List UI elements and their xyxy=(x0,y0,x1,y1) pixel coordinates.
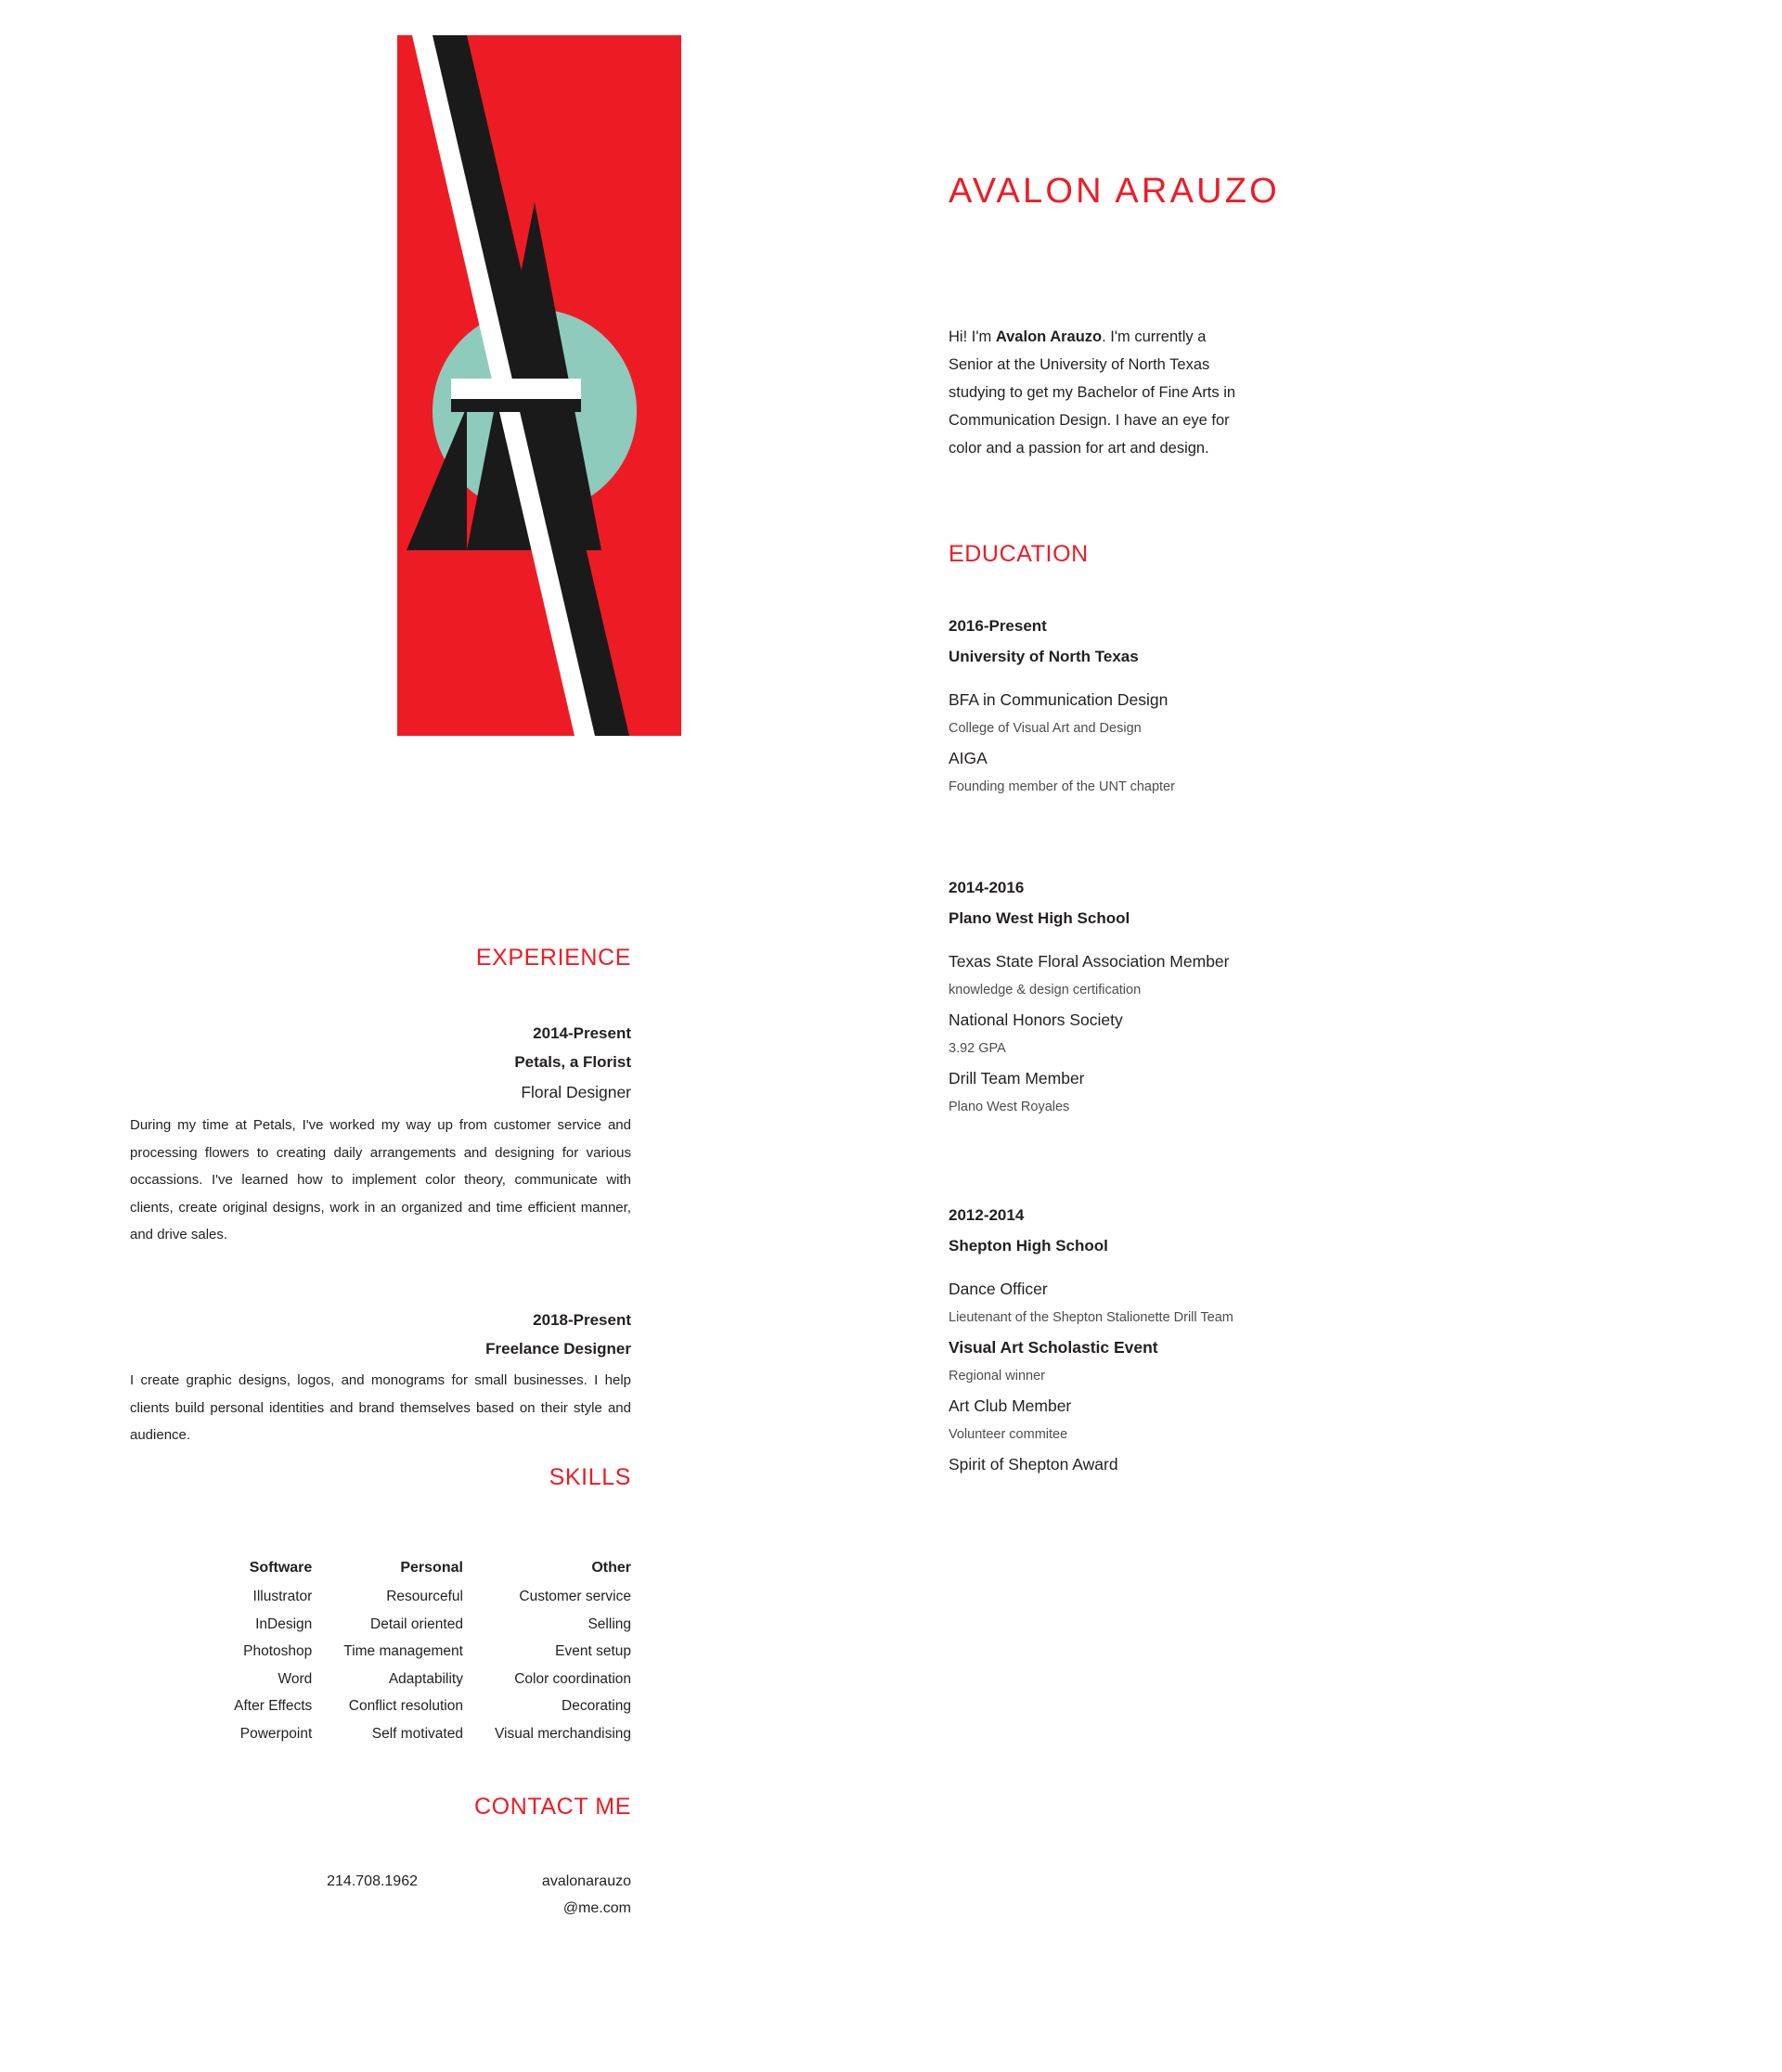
skill-item: Time management xyxy=(343,1643,463,1659)
intro-after: . I'm currently a Senior at the University of North Texas studying to get my Bachelor of Fine Arts in Communication Design. I have an eye for color and a passion for art and design. xyxy=(949,328,1236,457)
skill-item: InDesign xyxy=(255,1615,313,1632)
education-item-main: AIGA xyxy=(949,749,988,767)
intro-name: Avalon Arauzo xyxy=(995,328,1103,345)
contact-email[interactable] xyxy=(520,1868,631,1922)
skill-item: Color coordination xyxy=(514,1670,631,1687)
section-heading-skills: SKILLS xyxy=(549,1464,631,1490)
skills-column-title: Other xyxy=(591,1560,631,1576)
skill-item: Selling xyxy=(588,1615,631,1632)
skill-item: Resourceful xyxy=(386,1589,463,1604)
education-item-main: Texas State Floral Association Member xyxy=(949,952,1230,971)
skills-column-title: Software xyxy=(249,1560,313,1576)
experience-block xyxy=(130,1019,631,1249)
skills-column-personal xyxy=(343,1554,463,1747)
skill-item: Customer service xyxy=(519,1589,631,1604)
experience-block xyxy=(130,1306,631,1449)
section-heading-education: EDUCATION xyxy=(949,541,1089,567)
education-block xyxy=(949,872,1255,1122)
education-school: Shepton High School xyxy=(949,1237,1108,1255)
education-item-main: Drill Team Member xyxy=(949,1069,1085,1087)
education-item-sub: Founding member of the UNT chapter xyxy=(949,779,1175,794)
skill-item: Self motivated xyxy=(371,1725,463,1742)
skills-table xyxy=(130,1554,631,1747)
skill-item: Event setup xyxy=(555,1643,631,1659)
logo-crossbar-black xyxy=(451,399,581,412)
experience-role: Floral Designer xyxy=(521,1083,631,1101)
skill-item: Photoshop xyxy=(243,1643,313,1659)
skill-item: After Effects xyxy=(234,1698,313,1714)
skill-item: Illustrator xyxy=(252,1589,313,1604)
skill-item: Powerpoint xyxy=(239,1725,313,1742)
experience-company: Freelance Designer xyxy=(485,1340,631,1358)
experience-years: 2014-Present xyxy=(533,1024,631,1042)
experience-description: During my time at Petals, I've worked my way up from customer service and processing flowers to creating daily arrangements and designing for various occassions. I've learned how to implement color theory, communicate with clients, create original designs, work in an organized and time efficient manner, and drive sales. xyxy=(130,1117,631,1242)
education-years: 2014-2016 xyxy=(949,879,1025,896)
experience-company: Petals, a Florist xyxy=(514,1053,631,1071)
education-school: Plano West High School xyxy=(949,909,1130,927)
education-block xyxy=(949,1200,1255,1479)
skill-item: Visual merchandising xyxy=(494,1725,631,1742)
education-item-main: Spirit of Shepton Award xyxy=(949,1455,1118,1474)
contact-email-line2: @me.com xyxy=(562,1900,631,1916)
education-item-sub: 3.92 GPA xyxy=(949,1041,1006,1056)
education-item-main: National Honors Society xyxy=(949,1010,1123,1029)
skill-item: Detail oriented xyxy=(370,1615,463,1632)
education-item-sub: knowledge & design certification xyxy=(949,983,1142,997)
education-item-sub: Regional winner xyxy=(949,1369,1045,1383)
skills-column-software xyxy=(234,1554,312,1747)
skill-item: Adaptability xyxy=(388,1670,463,1687)
contact-phone[interactable]: 214.708.1962 xyxy=(327,1873,418,1889)
page-title: AVALON ARAUZO xyxy=(949,172,1280,211)
contact-email-line1: avalonarauzo xyxy=(541,1873,631,1889)
intro-before: Hi! I'm xyxy=(949,328,996,345)
section-heading-contact: CONTACT ME xyxy=(474,1794,631,1820)
skills-column-title: Personal xyxy=(400,1560,463,1576)
education-item-main: BFA in Communication Design xyxy=(949,690,1169,709)
education-years: 2016-Present xyxy=(949,617,1047,635)
education-item-main: Visual Art Scholastic Event xyxy=(949,1338,1158,1357)
education-item-sub: Plano West Royales xyxy=(949,1100,1070,1114)
education-item-main: Art Club Member xyxy=(949,1396,1072,1415)
experience-years: 2018-Present xyxy=(533,1311,631,1329)
experience-description: I create graphic designs, logos, and monograms for small businesses. I help clients build personal identities and brand themselves based on their style and audience. xyxy=(130,1372,631,1443)
education-block xyxy=(949,611,1255,802)
education-years: 2012-2014 xyxy=(949,1206,1025,1224)
education-item-sub: Volunteer commitee xyxy=(949,1427,1068,1442)
skill-item: Conflict resolution xyxy=(348,1698,463,1714)
skill-item: Word xyxy=(278,1670,313,1687)
skill-item: Decorating xyxy=(562,1698,631,1714)
logo-artwork xyxy=(397,35,681,736)
skills-column-other xyxy=(495,1554,631,1747)
education-item-sub: College of Visual Art and Design xyxy=(949,721,1142,736)
section-heading-experience: EXPERIENCE xyxy=(475,945,631,971)
contact-row xyxy=(130,1868,631,1922)
logo-crossbar-white xyxy=(451,379,581,399)
education-school: University of North Texas xyxy=(949,648,1139,665)
intro-paragraph xyxy=(949,323,1236,462)
education-item-sub: Lieutenant of the Shepton Stalionette Drill Team xyxy=(949,1310,1233,1325)
education-item-main: Dance Officer xyxy=(949,1280,1048,1298)
